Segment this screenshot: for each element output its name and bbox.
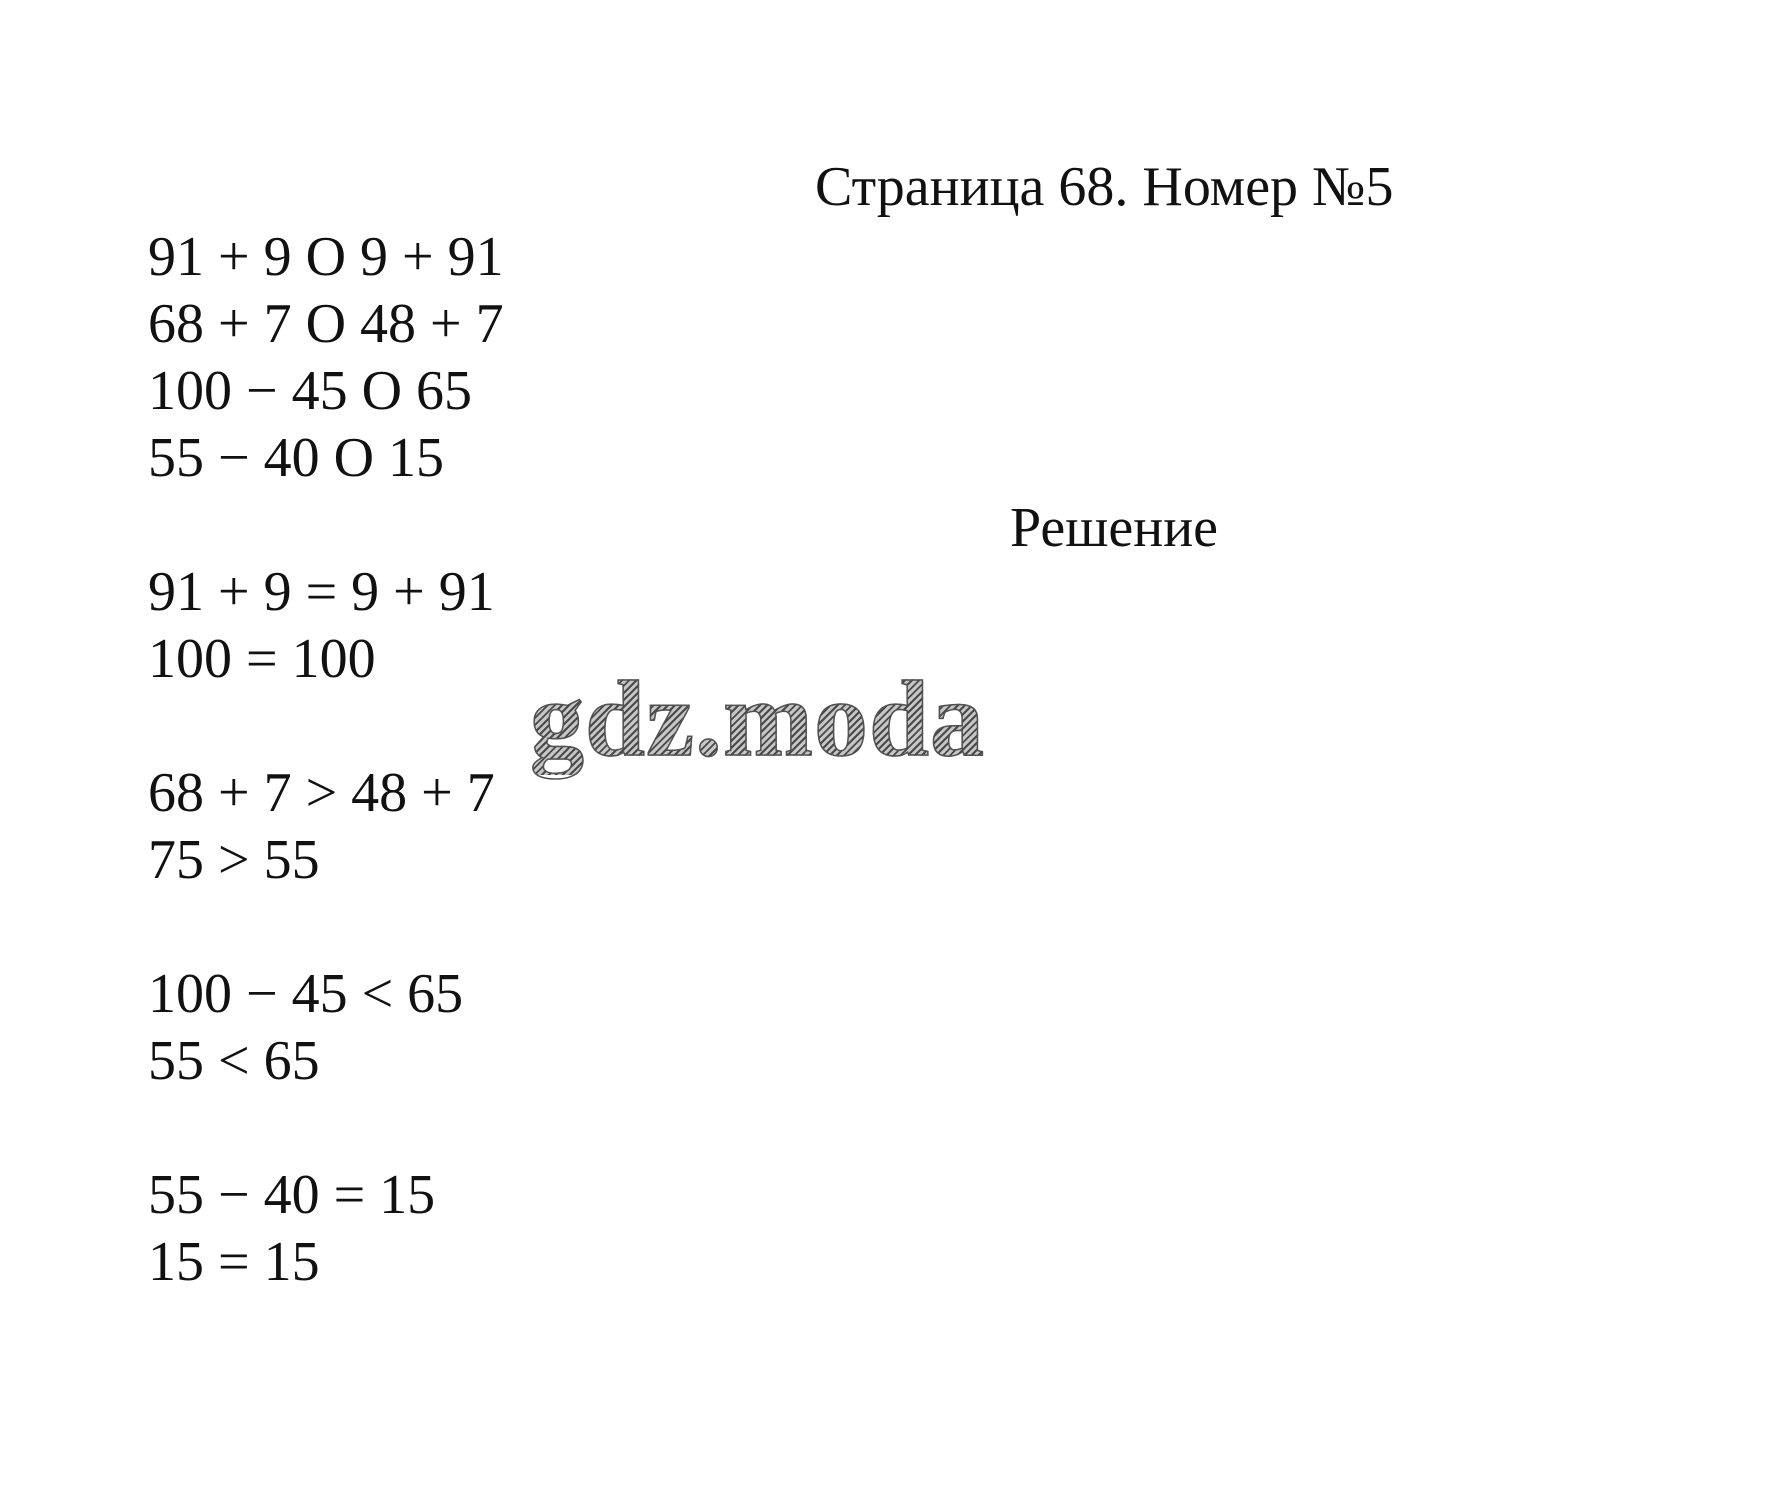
solution-line: 15 = 15: [148, 1231, 320, 1293]
watermark: gdz.moda: [530, 660, 986, 779]
solution-line: 55 < 65: [148, 1030, 320, 1092]
solution-heading: Решение: [1010, 497, 1219, 559]
task-line: 55 − 40 O 15: [148, 427, 445, 489]
solution-line: 55 − 40 = 15: [148, 1164, 436, 1226]
task-line: 91 + 9 O 9 + 91: [148, 226, 504, 288]
solution-line: 91 + 9 = 9 + 91: [148, 561, 495, 623]
spacer: [148, 1095, 495, 1162]
spacer: [148, 693, 495, 760]
solution-line: 100 − 45 < 65: [148, 963, 464, 1025]
solution-steps: [148, 559, 495, 1296]
solution-line: 75 > 55: [148, 829, 320, 891]
page-title: Страница 68. Номер №5: [815, 156, 1394, 218]
task-line: 100 − 45 O 65: [148, 360, 473, 422]
task-line: 68 + 7 O 48 + 7: [148, 293, 504, 355]
solution-line: 100 = 100: [148, 628, 376, 690]
task-expressions: [148, 224, 504, 492]
spacer: [148, 894, 495, 961]
solution-line: 68 + 7 > 48 + 7: [148, 762, 495, 824]
